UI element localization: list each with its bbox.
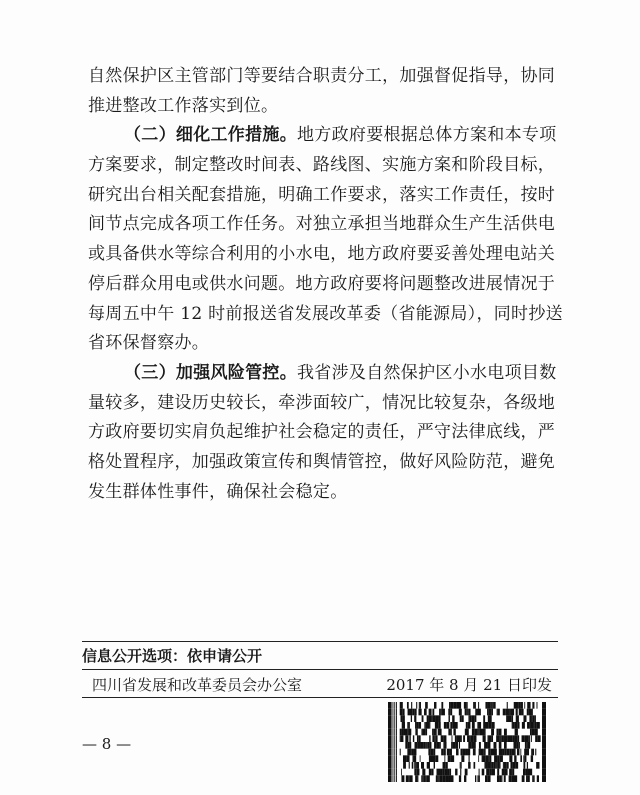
divider-middle [82, 669, 558, 670]
text-line: 研究出台相关配套措施，明确工作要求，落实工作责任，按时 [88, 184, 556, 205]
section-heading: （三）加强风险管控。 [124, 362, 297, 383]
barcode-pdf417 [388, 702, 548, 782]
divider-bottom [82, 697, 558, 698]
text-line: 间节点完成各项工作任务。对独立承担当地群众生产生活供电 [88, 214, 556, 235]
text-span: 我省涉及自然保护区小水电项目数 [297, 362, 557, 383]
text-line: 推进整改工作落实到位。 [88, 95, 279, 116]
issue-date: 2017 年 8 月 21 日印发 [386, 676, 552, 694]
page-number: — 8 — [82, 735, 132, 753]
document-body [88, 62, 563, 507]
disclosure-option: 信息公开选项：依申请公开 [82, 647, 263, 665]
text-line: 方案要求，制定整改时间表、路线图、实施方案和阶段目标， [88, 155, 556, 176]
text-line [88, 121, 558, 151]
text-span: 地方政府要根据总体方案和本专项 [297, 125, 557, 146]
divider-top [82, 641, 558, 642]
text-line: 每周五中午 12 时前报送省发展改革委（省能源局），同时抄送 [88, 303, 563, 324]
text-line: 或具备供水等综合利用的小水电，地方政府要妥善处理电站关 [88, 244, 556, 265]
text-line [88, 359, 558, 389]
text-line: 格处置程序，加强政策宣传和舆情管控，做好风险防范，避免 [88, 451, 556, 472]
text-line: 方政府要切实肩负起维护社会稳定的责任，严守法律底线，严 [88, 422, 556, 443]
text-line: 量较多，建设历史较长，牵涉面较广，情况比较复杂，各级地 [88, 392, 556, 413]
section-heading: （二）细化工作措施。 [124, 125, 297, 146]
text-line: 省环保督察办。 [88, 333, 210, 354]
text-line: 停后群众用电或供水问题。地方政府要将问题整改进展情况于 [88, 273, 556, 294]
issuing-office: 四川省发展和改革委员会办公室 [92, 676, 303, 694]
text-line: 发生群体性事件，确保社会稳定。 [88, 481, 348, 502]
text-line: 自然保护区主管部门等要结合职责分工，加强督促指导，协同 [88, 66, 556, 86]
